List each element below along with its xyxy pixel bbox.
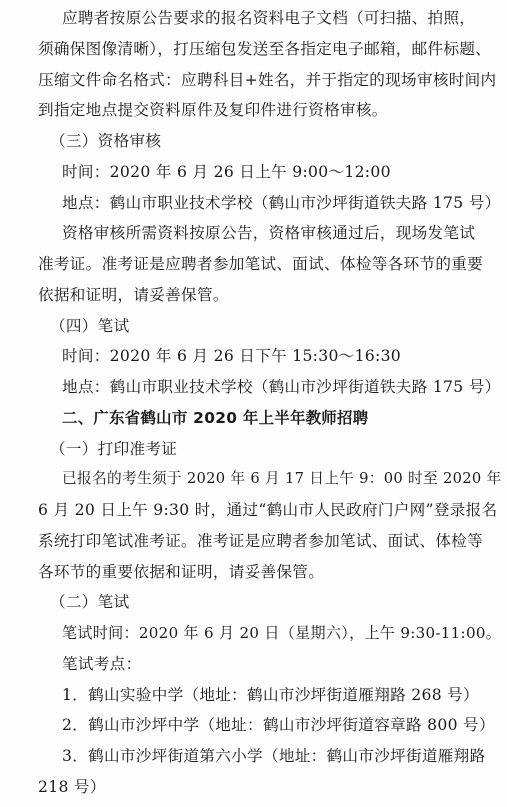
paragraph-line: 时间：2020 年 6 月 26 日下午 15:30～16:30 <box>62 347 402 366</box>
paragraph-line: 系统打印笔试准考证。准考证是应聘者参加笔试、面试、体检等 <box>38 531 484 550</box>
list-item: 3．鹤山市沙坪街道第六小学（地址：鹤山市沙坪街道雁翔路 <box>62 747 486 766</box>
paragraph-line: 时间：2020 年 6 月 26 日上午 9:00～12:00 <box>62 162 391 181</box>
paragraph-line: 地点：鹤山市职业技术学校（鹤山市沙坪街道铁夫路 175 号） <box>62 378 501 397</box>
paragraph-line: 笔试考点： <box>62 654 142 673</box>
paragraph-line: 应聘者按原公告要求的报名资料电子文档（可扫描、拍照， <box>62 9 476 27</box>
chapter-heading: 二、广东省鹤山市 2020 年上半年教师招聘 <box>62 408 369 427</box>
paragraph-line: 资格审核所需资料按原公告，资格审核通过后，现场发笔试 <box>62 224 476 243</box>
paragraph-line: 到指定地点提交资料原件及复印件进行资格审核。 <box>38 101 388 120</box>
paragraph-line: 已报名的考生须于 2020 年 6 月 17 日上午 9：00 时至 2020 年 <box>62 470 502 488</box>
paragraph-line: 依据和证明，请妥善保管。 <box>38 285 229 304</box>
paragraph-line: 须确保图像清晰），打压缩包发送至各指定电子邮箱，邮件标题、 <box>38 39 492 58</box>
paragraph-line: 笔试时间：2020 年 6 月 20 日（星期六），上午 9:30-11:00。 <box>62 624 502 643</box>
section-heading: （四）笔试 <box>50 316 130 335</box>
list-item: 2．鹤山市沙坪中学（地址：鹤山市沙坪街道容章路 800 号） <box>62 716 495 735</box>
paragraph-line: 6 月 20 日上午 9:30 时，通过“鹤山市人民政府门户网”登录报名 <box>38 501 498 520</box>
paragraph-line: 地点：鹤山市职业技术学校（鹤山市沙坪街道铁夫路 175 号） <box>62 193 501 212</box>
section-heading: （一）打印准考证 <box>50 439 178 458</box>
paragraph-line: 压缩文件命名格式：应聘科目+姓名，并于指定的现场审核时间内 <box>38 70 497 89</box>
list-item-continuation: 218 号） <box>38 778 106 796</box>
section-heading: （三）资格审核 <box>50 132 162 151</box>
section-heading: （二）笔试 <box>50 593 130 612</box>
paragraph-line: 准考证。准考证是应聘者参加笔试、面试、体检等各环节的重要 <box>38 255 484 274</box>
list-item: 1．鹤山实验中学（地址：鹤山市沙坪街道雁翔路 268 号） <box>62 685 479 704</box>
paragraph-line: 各环节的重要依据和证明，请妥善保管。 <box>38 562 325 581</box>
